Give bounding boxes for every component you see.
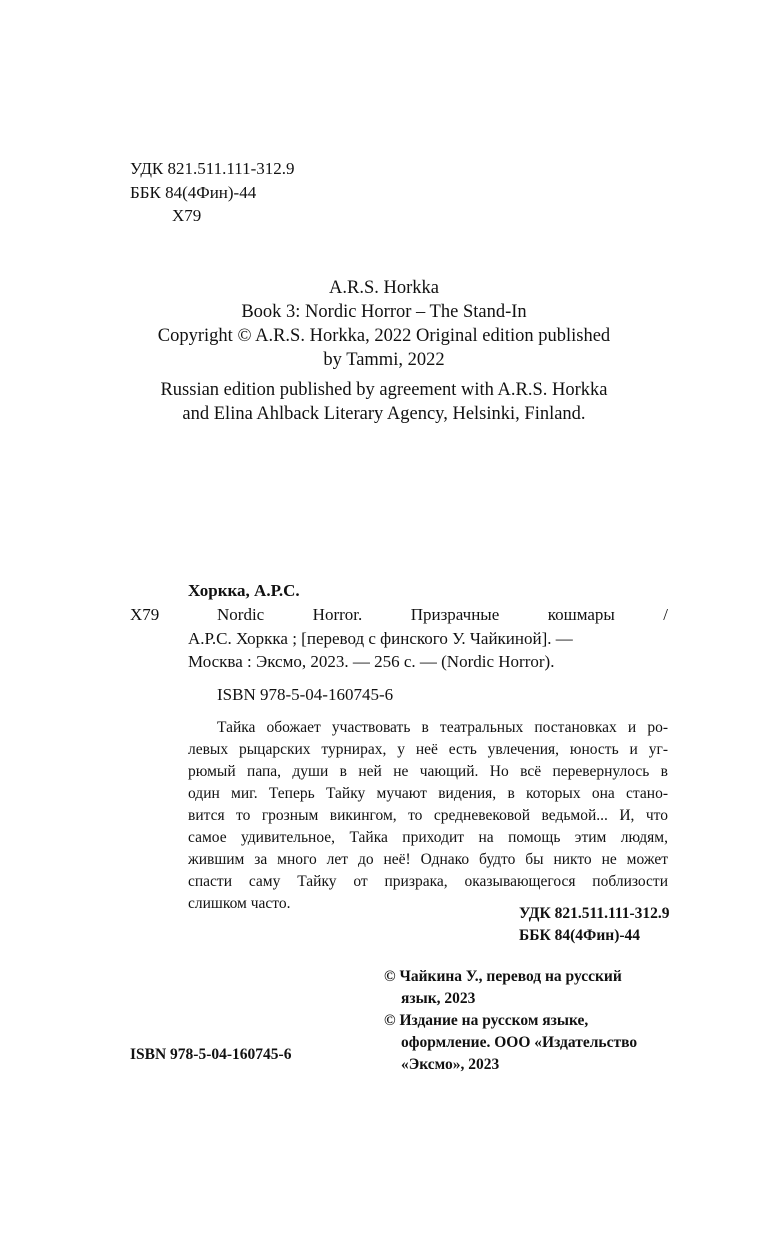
annotation-line: жившим за много лет до неё! Однако будто бы никто не может (188, 851, 668, 868)
classification-block (130, 157, 295, 228)
entry-line-3: Москва : Эксмо, 2023. — 256 с. — (Nordic Horror). (188, 652, 555, 671)
copyright-edition-line-3: «Эксмо», 2023 (401, 1056, 500, 1073)
copyright-edition-line-1: © Издание на русском языке, (384, 1012, 589, 1029)
agreement-line-2: and Elina Ahlback Literary Agency, Helsinki, Finland. (182, 404, 586, 424)
entry-line-2: А.Р.С. Хоркка ; [перевод с финского У. Чайкиной]. — (188, 628, 573, 648)
annotation (188, 717, 668, 915)
footer-copyright (384, 966, 637, 1076)
catalog-author-mark: Х79 (130, 605, 160, 624)
copyright-line-2: by Tammi, 2022 (323, 350, 445, 370)
annotation-line: один миг. Теперь Тайку мучают видения, в которых она стано- (188, 785, 668, 802)
annotation-line: левых рыцарских турнирах, у неё есть увлечения, юность и уг- (188, 741, 668, 758)
annotation-line: самое удивительное, Тайка приходит на помощь этим людям, (188, 829, 668, 846)
udk-code: УДК 821.511.111-312.9 (130, 159, 295, 178)
original-title: Book 3: Nordic Horror – The Stand-In (241, 302, 527, 322)
annotation-line: слишком часто. (188, 895, 291, 912)
annotation-line: спасти саму Тайку от призрака, оказывающегося поблизости (188, 873, 668, 890)
card-codes (519, 903, 670, 947)
annotation-line: вится то грозным викингом, то средневековой ведьмой... И, что (188, 807, 668, 824)
annotation-line: рюмый папа, души в ней не чающий. Но всё перевернулось в (188, 763, 668, 780)
annotation-line: Тайка обожает участвовать в театральных постановках и ро- (217, 719, 668, 736)
catalog-entry (188, 603, 668, 674)
copyright-line-1: Copyright © A.R.S. Horkka, 2022 Original edition published (157, 326, 611, 346)
catalog-heading: Хоркка, А.Р.С. (188, 581, 300, 600)
card-udk: УДК 821.511.111-312.9 (519, 905, 670, 922)
bbk-code: ББК 84(4Фин)-44 (130, 182, 257, 202)
agreement-line-1: Russian edition published by agreement with A.R.S. Horkka (160, 380, 608, 400)
author-mark: Х79 (172, 206, 202, 225)
original-edition-block (84, 276, 684, 426)
copyright-edition-line-2: оформление. ООО «Издательство (401, 1034, 638, 1051)
footer-isbn: ISBN 978-5-04-160745-6 (130, 1046, 292, 1063)
copyright-translation-line-1: © Чайкина У., перевод на русский (384, 968, 622, 985)
catalog-isbn: ISBN 978-5-04-160745-6 (217, 685, 394, 704)
card-bbk: ББК 84(4Фин)-44 (519, 927, 641, 944)
copyright-translation-line-2: язык, 2023 (401, 990, 476, 1007)
entry-line-1: Nordic Horror. Призрачные кошмары / (217, 605, 668, 624)
original-author: A.R.S. Horkka (329, 278, 439, 298)
